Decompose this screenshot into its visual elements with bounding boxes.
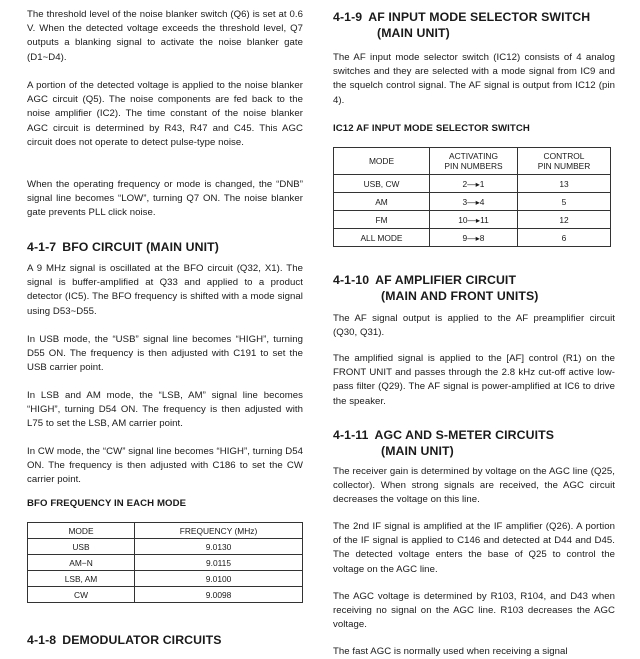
table-row [28, 555, 303, 571]
af-selector-section-number: 4-1-9 [333, 10, 363, 24]
table-row [334, 229, 611, 247]
bfo-frequency-table [27, 522, 303, 603]
table-cell [430, 175, 518, 193]
table-cell: 5 [518, 193, 611, 211]
table-cell: 9.0098 [135, 587, 303, 603]
agc-section-subtitle: (MAIN UNIT) [381, 443, 454, 458]
table-cell: 6 [518, 229, 611, 247]
table-cell: FM [334, 211, 430, 229]
af-amplifier-section-heading [333, 273, 615, 304]
table-header-line: PIN NUMBERS [444, 161, 503, 171]
table-header-row [28, 523, 303, 539]
af-amplifier-section-subtitle: (MAIN AND FRONT UNITS) [381, 288, 539, 303]
right-arrow-icon: —▸ [467, 178, 480, 189]
agc-section-number: 4-1-11 [333, 428, 369, 442]
af-amplifier-paragraph-2: The amplified signal is applied to the [AF] control (R1) on the FRONT UNIT and passes through the 2.8 kHz cut-off active low-pass filter (Q29). The AF signal is power-amplified at IC6 to drive the speaker. [333, 353, 615, 407]
pin-from: 9 [462, 232, 468, 243]
noise-blanker-paragraph-2: A portion of the detected voltage is applied to the noise blanker AGC circuit (Q5). The noise components are fed back to the noise amplifier (IC2). The time constant of the noise blanker AGC circuit is determined by R43, R47 and C45. This AGC circuit does not operate to detect pulse-type noise. [27, 80, 303, 148]
demodulator-section-number: 4-1-8 [27, 633, 57, 647]
table-cell: 9.0130 [135, 539, 303, 555]
agc-paragraph-1: The receiver gain is determined by voltage on the AGC line (Q25, collector). When strong signals are received, the AGC circuit decreases the voltage on this line. [333, 466, 615, 506]
pin-to: 4 [479, 196, 485, 207]
bfo-section-title: BFO CIRCUIT (MAIN UNIT) [62, 240, 219, 254]
af-amplifier-paragraph-1: The AF signal output is applied to the AF preamplifier circuit (Q30, Q31). [333, 313, 615, 339]
table-cell: 12 [518, 211, 611, 229]
table-row [28, 539, 303, 555]
table-cell [430, 193, 518, 211]
af-selector-paragraph: The AF input mode selector switch (IC12) consists of 4 analog switches and they are selected with a mode signal from IC9 and the squelch control signal. The AF signal is output from IC12 (pin 4). [333, 52, 615, 106]
bfo-paragraph-cw: In CW mode, the “CW” signal line becomes “HIGH”, turning D54 ON. The frequency is then adjusted with C186 to set the CW carrier point. [27, 446, 303, 486]
table-row [334, 175, 611, 193]
af-amplifier-section-title: AF AMPLIFIER CIRCUIT [375, 273, 517, 287]
table-header-line: ACTIVATING [448, 151, 498, 161]
table-row [28, 587, 303, 603]
table-row [334, 193, 611, 211]
noise-blanker-paragraph-1: The threshold level of the noise blanker switch (Q6) is set at 0.6 V. When the detected voltage exceeds the threshold level, Q7 outputs a blanking signal to activate the noise blanker gate (D1~D4). [27, 9, 303, 63]
table-cell [430, 211, 518, 229]
table-cell: 9.0100 [135, 571, 303, 587]
demodulator-section-heading [27, 633, 303, 649]
table-cell [430, 229, 518, 247]
table-cell: LSB, AM [28, 571, 135, 587]
table-header-line: PIN NUMBER [537, 161, 591, 171]
right-arrow-icon: —▸ [467, 196, 480, 207]
table-header-cell [430, 148, 518, 175]
pin-to: 1 [479, 178, 485, 189]
right-arrow-icon: —▸ [467, 214, 481, 225]
table-cell: 13 [518, 175, 611, 193]
noise-blanker-paragraph-3: When the operating frequency or mode is changed, the “DNB” signal line becomes “LOW”, turning Q7 ON. The noise blanker gate prevents PLL click noise. [27, 179, 303, 219]
table-row [28, 571, 303, 587]
ic12-selector-table [333, 147, 611, 247]
table-header-line: CONTROL [543, 151, 585, 161]
right-arrow-icon: —▸ [467, 232, 480, 243]
pin-from: 3 [462, 196, 468, 207]
table-header-row [334, 148, 611, 175]
bfo-paragraph-usb: In USB mode, the “USB” signal line becomes “HIGH”, turning D55 ON. The frequency is then adjusted with C191 to set the USB carrier point. [27, 334, 303, 374]
table-cell: AM−N [28, 555, 135, 571]
pin-from: 2 [462, 178, 468, 189]
table-cell: 9.0115 [135, 555, 303, 571]
pin-from: 10 [458, 214, 468, 225]
pin-to: 8 [479, 232, 485, 243]
table-cell: USB [28, 539, 135, 555]
agc-paragraph-2: The 2nd IF signal is amplified at the IF amplifier (Q26). A portion of the IF signal is applied to C146 and detected at D44 and D45. The detected voltage enters the base of Q25 to control the voltage on the AGC line. [333, 521, 615, 575]
pin-to: 11 [480, 214, 489, 225]
table-header-cell: MODE [28, 523, 135, 539]
demodulator-section-title: DEMODULATOR CIRCUITS [62, 633, 222, 647]
ic12-table-title: IC12 AF INPUT MODE SELECTOR SWITCH [333, 123, 530, 134]
agc-section-heading [333, 428, 615, 459]
table-row [334, 211, 611, 229]
af-selector-section-heading [333, 10, 615, 41]
af-amplifier-section-number: 4-1-10 [333, 273, 370, 287]
table-header-cell: MODE [334, 148, 430, 175]
table-cell: USB, CW [334, 175, 430, 193]
bfo-paragraph-1: A 9 MHz signal is oscillated at the BFO circuit (Q32, X1). The signal is buffer-amplified at Q33 and applied to a product detector (IC5). The BFO frequency is shifted with a mode signal using D53~D55. [27, 263, 303, 317]
af-selector-section-subtitle: (MAIN UNIT) [377, 25, 450, 40]
table-cell: CW [28, 587, 135, 603]
af-selector-section-title: AF INPUT MODE SELECTOR SWITCH [368, 10, 591, 24]
bfo-section-number: 4-1-7 [27, 240, 57, 254]
bfo-paragraph-lsb-am: In LSB and AM mode, the “LSB, AM” signal line becomes “HIGH”, turning D54 ON. The frequency is then adjusted with L75 to set the LSB, AM carrier point. [27, 390, 303, 430]
bfo-table-title: BFO FREQUENCY IN EACH MODE [27, 498, 187, 509]
table-cell: ALL MODE [334, 229, 430, 247]
agc-paragraph-4: The fast AGC is normally used when receiving a signal [333, 646, 568, 657]
table-header-cell: FREQUENCY (MHz) [135, 523, 303, 539]
table-header-cell [518, 148, 611, 175]
agc-section-title: AGC AND S-METER CIRCUITS [374, 428, 555, 442]
agc-paragraph-3: The AGC voltage is determined by R103, R104, and D43 when receiving no signal on the AGC line. R103 decreases the AGC voltage. [333, 591, 615, 631]
bfo-section-heading [27, 240, 303, 256]
table-cell: AM [334, 193, 430, 211]
